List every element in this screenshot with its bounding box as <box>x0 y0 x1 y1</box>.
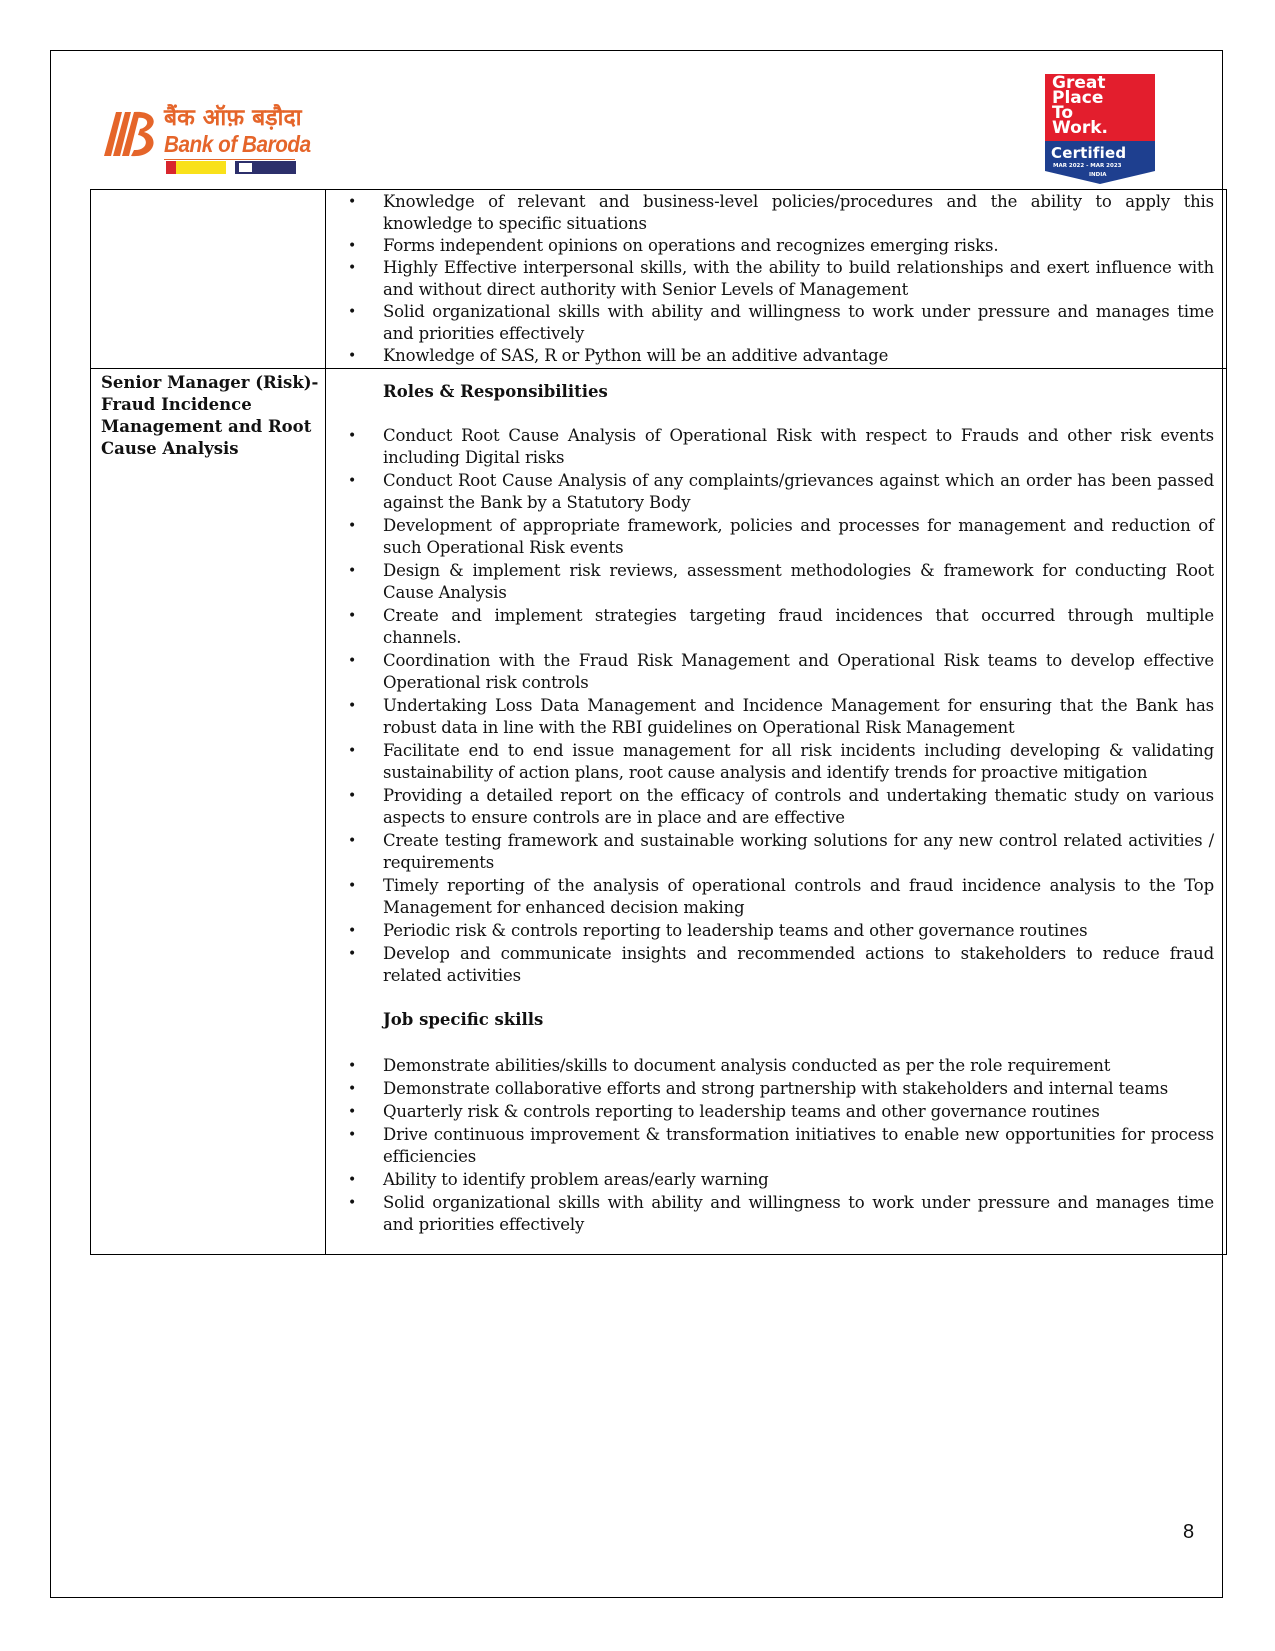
bullet-icon: • <box>348 304 357 320</box>
list-item-text: Highly Effective interpersonal skills, with the ability to build relationships and exert influence with and without direct authority with Senior Levels of Management <box>383 258 1214 299</box>
list-item-text: Conduct Root Cause Analysis of Operational Risk with respect to Frauds and other risk events including Digital risks <box>383 426 1214 467</box>
bullet-list <box>326 1055 1214 1236</box>
list-item-text: Ability to identify problem areas/early warning <box>383 1170 769 1189</box>
list-item-text: Demonstrate collaborative efforts and strong partnership with stakeholders and internal teams <box>383 1079 1169 1098</box>
list-item <box>326 470 1214 514</box>
badge-line-4: Work. <box>1052 118 1108 138</box>
list-item-text: Forms independent opinions on operations and recognizes emerging risks. <box>383 236 999 255</box>
list-item <box>326 257 1214 301</box>
bullet-icon: • <box>348 238 357 254</box>
badge-line-2: Place <box>1052 88 1104 108</box>
bullet-icon: • <box>348 923 357 939</box>
list-item-text: Facilitate end to end issue management for all risk incidents including developing & validating sustainability of action plans, root cause analysis and identify trends for proactive mitigation <box>383 741 1214 782</box>
list-item <box>326 301 1214 345</box>
page-number: 8 <box>1183 1521 1195 1543</box>
role-cell <box>91 369 326 1254</box>
list-item <box>326 1055 1214 1077</box>
list-item-text: Solid organizational skills with ability and willingness to work under pressure and manages time and priorities effectively <box>383 1193 1214 1234</box>
list-item <box>326 560 1214 604</box>
bullet-icon: • <box>348 743 357 759</box>
list-item <box>326 515 1214 559</box>
logo-badge-navy <box>235 161 296 174</box>
list-item-text: Knowledge of SAS, R or Python will be an additive advantage <box>383 346 889 365</box>
logo-badge-yellow <box>166 161 226 174</box>
bullet-icon: • <box>348 194 357 210</box>
bullet-icon: • <box>348 698 357 714</box>
list-item-text: Solid organizational skills with ability and willingness to work under pressure and manages time and priorities effectively <box>383 302 1214 343</box>
bullet-icon: • <box>348 1104 357 1120</box>
bullet-icon: • <box>348 260 357 276</box>
list-item-text: Drive continuous improvement & transformation initiatives to enable new opportunities for process efficiencies <box>383 1125 1214 1166</box>
badge-red-panel <box>1045 74 1155 141</box>
list-item <box>326 920 1214 942</box>
bullet-icon: • <box>348 348 357 364</box>
bullet-icon: • <box>348 518 357 534</box>
list-item-text: Timely reporting of the analysis of operational controls and fraud incidence analysis to the Top Management for enhanced decision making <box>383 876 1214 917</box>
list-item-text: Periodic risk & controls reporting to leadership teams and other governance routines <box>383 921 1088 940</box>
list-item <box>326 740 1214 784</box>
bullet-icon: • <box>348 563 357 579</box>
bullet-icon: • <box>348 788 357 804</box>
list-item-text: Create and implement strategies targeting fraud incidences that occurred through multiple channels. <box>383 606 1214 647</box>
bullet-icon: • <box>348 878 357 894</box>
section-heading-skills: Job specific skills <box>383 1010 544 1029</box>
list-item <box>326 1192 1214 1236</box>
bullet-icon: • <box>348 653 357 669</box>
table-row <box>91 190 1226 368</box>
list-item-text: Coordination with the Fraud Risk Management and Operational Risk teams to develop effective Operational risk controls <box>383 651 1214 692</box>
list-item <box>326 695 1214 739</box>
bullet-icon: • <box>348 1058 357 1074</box>
table-row <box>91 368 1226 1254</box>
bullet-icon: • <box>348 473 357 489</box>
bullet-list <box>326 425 1214 987</box>
badge-certified: Certified <box>1051 144 1127 162</box>
badge-line-3: To <box>1052 103 1074 123</box>
list-item <box>326 1169 1214 1191</box>
role-title: Senior Manager (Risk)- Fraud Incidence Management and Root Cause Analysis <box>101 373 319 458</box>
badge-period: MAR 2022 - MAR 2023 <box>1053 163 1122 169</box>
list-item <box>326 650 1214 694</box>
list-item-text: Design & implement risk reviews, assessment methodologies & framework for conducting Root Cause Analysis <box>383 561 1214 602</box>
details-cell <box>326 190 1226 368</box>
list-item-text: Create testing framework and sustainable working solutions for any new control related activities / requirements <box>383 831 1214 872</box>
section-heading-roles: Roles & Responsibilities <box>383 382 608 401</box>
bullet-icon: • <box>348 1172 357 1188</box>
list-item-text: Develop and communicate insights and recommended actions to stakeholders to reduce fraud related activities <box>383 944 1214 985</box>
badge-country: INDIA <box>1089 172 1107 178</box>
list-item <box>326 875 1214 919</box>
list-item-text: Knowledge of relevant and business-level policies/procedures and the ability to apply this knowledge to specific situations <box>383 192 1214 233</box>
bullet-list <box>326 191 1214 367</box>
list-item-text: Undertaking Loss Data Management and Incidence Management for ensuring that the Bank has robust data in line with the RBI guidelines on Operational Risk Management <box>383 696 1214 737</box>
list-item <box>326 785 1214 829</box>
great-place-to-work-badge <box>1045 74 1155 184</box>
bank-name-hindi: बैंक ऑफ़ बड़ौदा <box>164 105 302 131</box>
badge-line-1: Great <box>1052 73 1106 93</box>
list-item <box>326 345 1214 367</box>
list-item-text: Demonstrate abilities/skills to document analysis conducted as per the role requirement <box>383 1056 1111 1075</box>
list-item-text: Conduct Root Cause Analysis of any complaints/grievances against which an order has been passed against the Bank by a Statutory Body <box>383 471 1214 512</box>
role-cell <box>91 190 326 368</box>
bullet-icon: • <box>348 833 357 849</box>
bullet-icon: • <box>348 1127 357 1143</box>
bank-logo-mark-icon <box>98 104 160 160</box>
list-item <box>326 235 1214 257</box>
job-description-table <box>90 189 1227 1255</box>
list-item <box>326 425 1214 469</box>
list-item <box>326 605 1214 649</box>
bank-of-baroda-logo <box>98 100 311 178</box>
bank-name-english: Bank of Baroda <box>164 131 311 157</box>
bullet-icon: • <box>348 946 357 962</box>
list-item <box>326 830 1214 874</box>
bullet-icon: • <box>348 428 357 444</box>
list-item <box>326 943 1214 987</box>
bullet-icon: • <box>348 608 357 624</box>
list-item-text: Development of appropriate framework, policies and processes for management and reduction of such Operational Risk events <box>383 516 1214 557</box>
bullet-icon: • <box>348 1195 357 1211</box>
details-cell <box>326 369 1226 1254</box>
list-item <box>326 1078 1214 1100</box>
list-item-text: Quarterly risk & controls reporting to leadership teams and other governance routines <box>383 1102 1100 1121</box>
list-item <box>326 1124 1214 1168</box>
list-item-text: Providing a detailed report on the efficacy of controls and undertaking thematic study on various aspects to ensure controls are in place and are effective <box>383 786 1214 827</box>
bullet-icon: • <box>348 1081 357 1097</box>
list-item <box>326 1101 1214 1123</box>
list-item <box>326 191 1214 235</box>
logo-divider <box>164 159 295 160</box>
